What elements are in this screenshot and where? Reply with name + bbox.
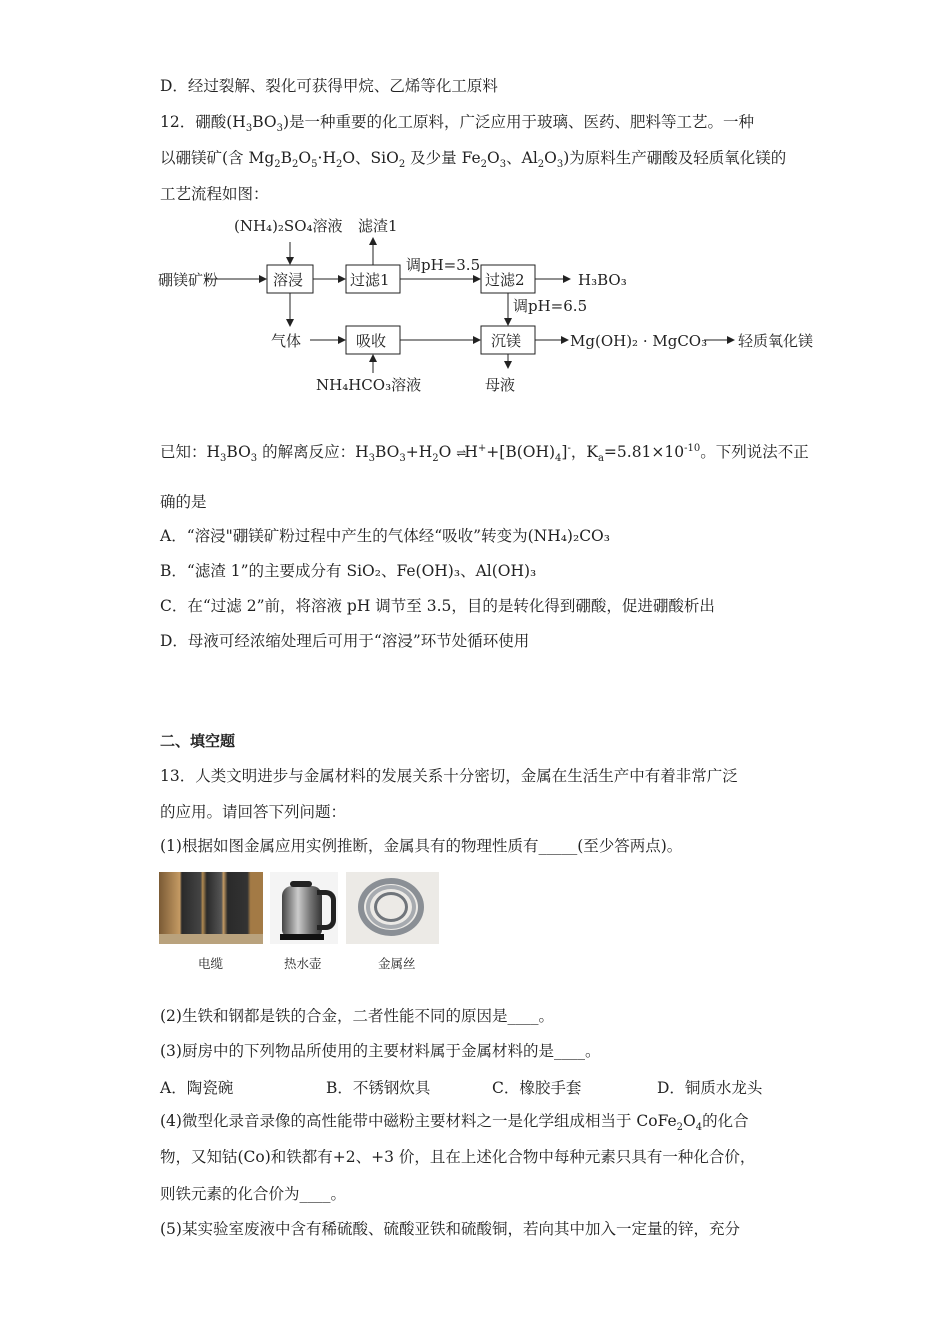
kettle-image	[270, 872, 338, 944]
label-box5: 沉镁	[491, 332, 522, 350]
section-heading: 二、填空题	[160, 732, 236, 750]
label-ph1: 调pH=3.5	[406, 256, 481, 274]
q11-option-d: D．经过裂解、裂化可获得甲烷、乙烯等化工原料	[160, 77, 498, 95]
process-flow-diagram	[150, 208, 840, 398]
q13-option-b: B．不锈钢炊具	[326, 1079, 431, 1097]
label-intermediate: Mg(OH)₂ · MgCO₃	[570, 332, 708, 350]
label-reagent-bottom: NH₄HCO₃溶液	[316, 376, 422, 394]
q12-option-a: A．“溶浸"硼镁矿粉过程中产生的气体经“吸收”转变为(NH₄)₂CO₃	[160, 527, 610, 545]
label-mother: 母液	[485, 376, 516, 394]
label-box4: 吸收	[356, 332, 387, 350]
q12-option-b: B．“滤渣 1”的主要成分有 SiO₂、Fe(OH)₃、Al(OH)₃	[160, 562, 537, 580]
q13-stem-line2: 的应用。请回答下列问题：	[160, 803, 347, 821]
label-reagent-top: (NH₄)₂SO₄溶液	[234, 217, 343, 235]
q12-stem-line1: 12．硼酸$(H_3BO_3)$是一种重要的化工原料，广泛应用于玻璃、医药、肥料等工艺。一种	[160, 113, 755, 135]
q12-option-c: C．在“过滤 2”前，将溶液 pH 调节至 3.5，目的是转化得到硼酸，促进硼酸析出	[160, 597, 715, 615]
label-box1: 溶浸	[273, 271, 304, 289]
label-start: 硼镁矿粉	[158, 271, 219, 289]
q13-option-c: C．橡胶手套	[492, 1079, 582, 1097]
label-ph2: 调pH=6.5	[513, 297, 588, 315]
q13-option-d: D．铜质水龙头	[657, 1079, 763, 1097]
q13-part5: (5)某实验室废液中含有稀硫酸、硫酸亚铁和硫酸铜，若向其中加入一定量的锌，充分	[160, 1220, 740, 1238]
q12-stem-line3: 工艺流程如图：	[160, 185, 269, 203]
q13-part1: (1)根据如图金属应用实例推断，金属具有的物理性质有_____(至少答两点)。	[160, 837, 683, 855]
q13-stem-line1: 13．人类文明进步与金属材料的发展关系十分密切，金属在生活生产中有着非常广泛	[160, 767, 738, 785]
q13-part4-line1: (4)微型化录音录像的高性能带中磁粉主要材料之一是化学组成相当于 $CoFe_2O_4$的化合	[160, 1112, 749, 1134]
q13-part3: (3)厨房中的下列物品所使用的主要材料属于金属材料的是____。	[160, 1042, 601, 1060]
q12-known-line2: 确的是	[160, 493, 207, 511]
q12-stem-line2: 以硼镁矿(含 $Mg_2B_2O_5\cdot H_2O$、SiO$_2$ 及少量 $Fe_2O_3$、$Al_2O_3$)为原料生产硼酸及轻质氧化镁的	[160, 149, 787, 171]
label-gas: 气体	[271, 332, 302, 350]
q13-part2: (2)生铁和钢都是铁的合金，二者性能不同的原因是____。	[160, 1007, 554, 1025]
q13-option-a: A．陶瓷碗	[160, 1079, 234, 1097]
caption-wire: 金属丝	[378, 956, 416, 971]
label-box2: 过滤1	[350, 271, 390, 289]
q12-option-d: D．母液可经浓缩处理后可用于“溶浸”环节处循环使用	[160, 632, 530, 650]
cable-image	[159, 872, 263, 944]
equilibrium-arrow-icon: ⇌	[456, 446, 465, 460]
caption-kettle: 热水壶	[284, 956, 322, 971]
q13-part4-line3: 则铁元素的化合价为____。	[160, 1185, 347, 1203]
q13-part4-line2: 物，又知钴(Co)和铁都有+2、+3 价，且在上述化合物中每种元素只具有一种化合价，	[160, 1148, 756, 1166]
label-final: 轻质氧化镁	[738, 332, 814, 350]
label-product1: H₃BO₃	[578, 271, 627, 289]
q12-known-line1: 已知：$H_3BO_3$ 的解离反应：$H_3BO_3+H_2O$ $\rightleftharpoons H^++[B(OH)_4]^-$，$K_a=5.81\times 10^{-10}$。下列说法不正	[160, 442, 809, 465]
metal-wire-image	[346, 872, 439, 944]
label-box3: 过滤2	[485, 271, 525, 289]
caption-cable: 电缆	[198, 956, 224, 971]
label-residue: 滤渣1	[358, 217, 398, 235]
